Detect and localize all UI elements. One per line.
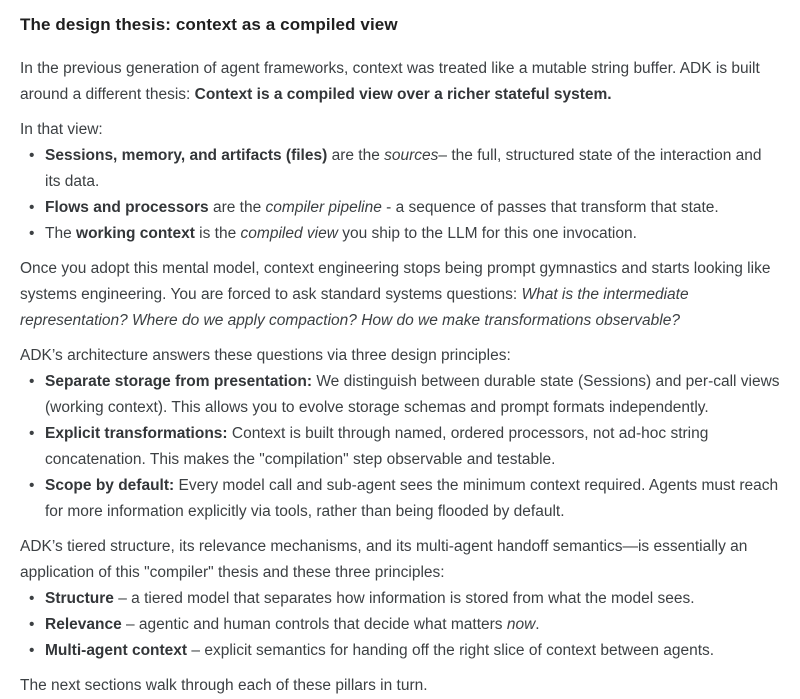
paragraph-in-that-view: [20, 117, 780, 143]
text-run: – agentic and human controls that decide what matters: [121, 616, 507, 633]
page-title: The design thesis: context as a compiled view: [20, 15, 398, 34]
text-run: is the: [194, 225, 241, 242]
list-pillars: [20, 586, 780, 664]
italic-text-run: compiled view: [240, 225, 338, 242]
paragraph-intro: [20, 56, 780, 108]
text-run: In the previous generation of agent frameworks, context was treated like a mutable string buffer. ADK is built around a different thesis:: [20, 60, 760, 103]
text-run: - a sequence of passes that transform that state.: [381, 199, 719, 216]
text-run: .: [535, 616, 540, 633]
text-run: We distinguish between durable state (Sessions) and per-call views (working context). This allows you to evolve storage schemas and prompt formats independently.: [45, 373, 780, 416]
text-run: Once you adopt this mental model, context engineering stops being prompt gymnastics and starts looking like systems engineering. You are forced to ask standard systems questions:: [20, 260, 771, 303]
list-item-scope-by-default: [20, 473, 780, 525]
paragraph-next-sections: [20, 673, 780, 699]
paragraph-tiered-structure: [20, 534, 780, 586]
text-run: In that view:: [20, 121, 103, 138]
bold-text-run: Structure: [45, 590, 114, 607]
text-run: Every model call and sub-agent sees the minimum context required. Agents must reach for more information explicitly via tools, rather than being flooded by default.: [45, 477, 779, 520]
list-item-flows-processors: [20, 195, 780, 221]
text-run: ADK’s tiered structure, its relevance mechanisms, and its multi-agent handoff semantics—is essentially an application of this "compiler" thesis and these three principles:: [20, 538, 748, 581]
list-item-sources: [20, 143, 780, 195]
list-item-explicit-transformations: [20, 421, 780, 473]
bold-text-run: working context: [76, 225, 195, 242]
text-run: ADK’s architecture answers these questions via three design principles:: [20, 347, 511, 364]
text-run: Context is built through named, ordered processors, not ad-hoc string concatenation. This makes the "compilation" step observable and testable.: [45, 425, 709, 468]
italic-text-run: compiler pipeline: [265, 199, 382, 216]
list-item-separate-storage: [20, 369, 780, 421]
bold-text-run: Scope by default:: [45, 477, 175, 494]
bold-text-run: Multi-agent context: [45, 642, 188, 659]
paragraph-mental-model: [20, 256, 780, 334]
text-run: The: [45, 225, 77, 242]
text-run: – the full, structured state of the interaction and its data.: [45, 147, 762, 190]
bold-text-run: Explicit transformations:: [45, 425, 228, 442]
text-run: The next sections walk through each of these pillars in turn.: [20, 677, 428, 694]
bold-text-run: Context is a compiled view over a richer stateful system.: [194, 86, 612, 103]
bold-text-run: Sessions, memory, and artifacts (files): [45, 147, 328, 164]
text-run: are the: [327, 147, 385, 164]
bold-text-run: Flows and processors: [45, 199, 209, 216]
list-item-relevance: [20, 612, 780, 638]
list-item-multi-agent-context: [20, 638, 780, 664]
list-design-principles: [20, 369, 780, 525]
text-run: are the: [208, 199, 266, 216]
text-run: – a tiered model that separates how information is stored from what the model sees.: [113, 590, 695, 607]
list-item-working-context: [20, 221, 780, 247]
italic-text-run: What is the intermediate representation? Where do we apply compaction? How do we make transformations observable?: [20, 286, 689, 329]
text-run: you ship to the LLM for this one invocation.: [337, 225, 637, 242]
list-view-components: [20, 143, 780, 247]
italic-text-run: now: [506, 616, 536, 633]
italic-text-run: sources: [384, 147, 439, 164]
list-item-structure: [20, 586, 780, 612]
bold-text-run: Relevance: [45, 616, 122, 633]
bold-text-run: Separate storage from presentation:: [45, 373, 313, 390]
text-run: – explicit semantics for handing off the right slice of context between agents.: [187, 642, 715, 659]
paragraph-architecture: [20, 343, 780, 369]
